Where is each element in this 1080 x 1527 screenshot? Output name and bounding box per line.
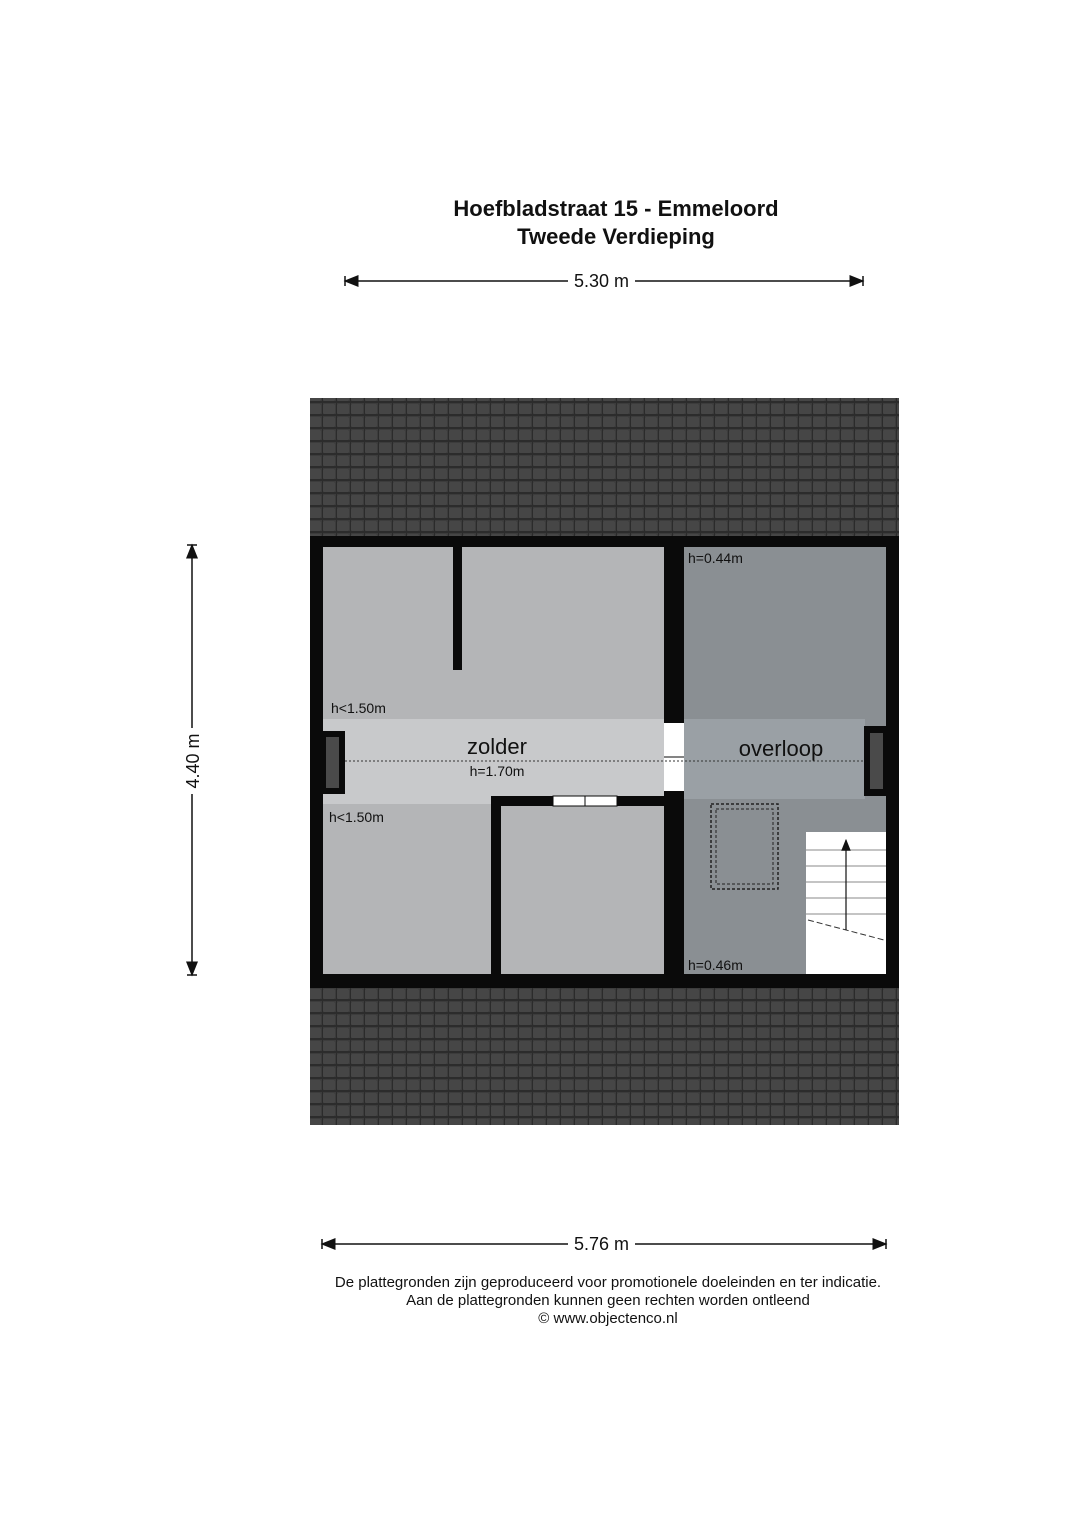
- plan-title: Hoefbladstraat 15 - Emmeloord: [453, 196, 779, 221]
- bottom-dimension-label: 5.76 m: [568, 1234, 635, 1255]
- copyright-link[interactable]: © www.objectenco.nl: [538, 1310, 678, 1327]
- partition-wall-top: [453, 547, 462, 670]
- disclaimer-line-2: Aan de plattegronden kunnen geen rechten worden ontleend: [406, 1292, 810, 1309]
- height-label-top-right: h=0.44m: [688, 550, 743, 566]
- staircase: [806, 832, 886, 974]
- partition-wall-storage-left: [491, 796, 501, 974]
- overloop-label: overloop: [738, 736, 824, 761]
- zolder-label: zolder: [467, 734, 527, 759]
- left-dimension-label: 4.40 m: [183, 733, 203, 789]
- height-label-top-left: h<1.50m: [331, 700, 386, 716]
- top-dimension-label: 5.30 m: [568, 271, 635, 292]
- height-label-bottom-right: h=0.46m: [688, 957, 743, 973]
- plan-subtitle: Tweede Verdieping: [517, 224, 715, 249]
- zolder-floor-top: [323, 547, 664, 719]
- zolder-strip: [345, 719, 664, 804]
- zolder-height-label: h=1.70m: [469, 763, 525, 779]
- storage-room-floor: [501, 806, 664, 974]
- roof-top: [310, 398, 899, 538]
- zolder-floor-bottom-left: [323, 804, 491, 974]
- height-label-bottom-left: h<1.50m: [329, 809, 384, 825]
- roof-bottom: [310, 985, 899, 1125]
- disclaimer-line-1: De plattegronden zijn geproduceerd voor promotionele doeleinden en ter indicatie.: [334, 1274, 882, 1291]
